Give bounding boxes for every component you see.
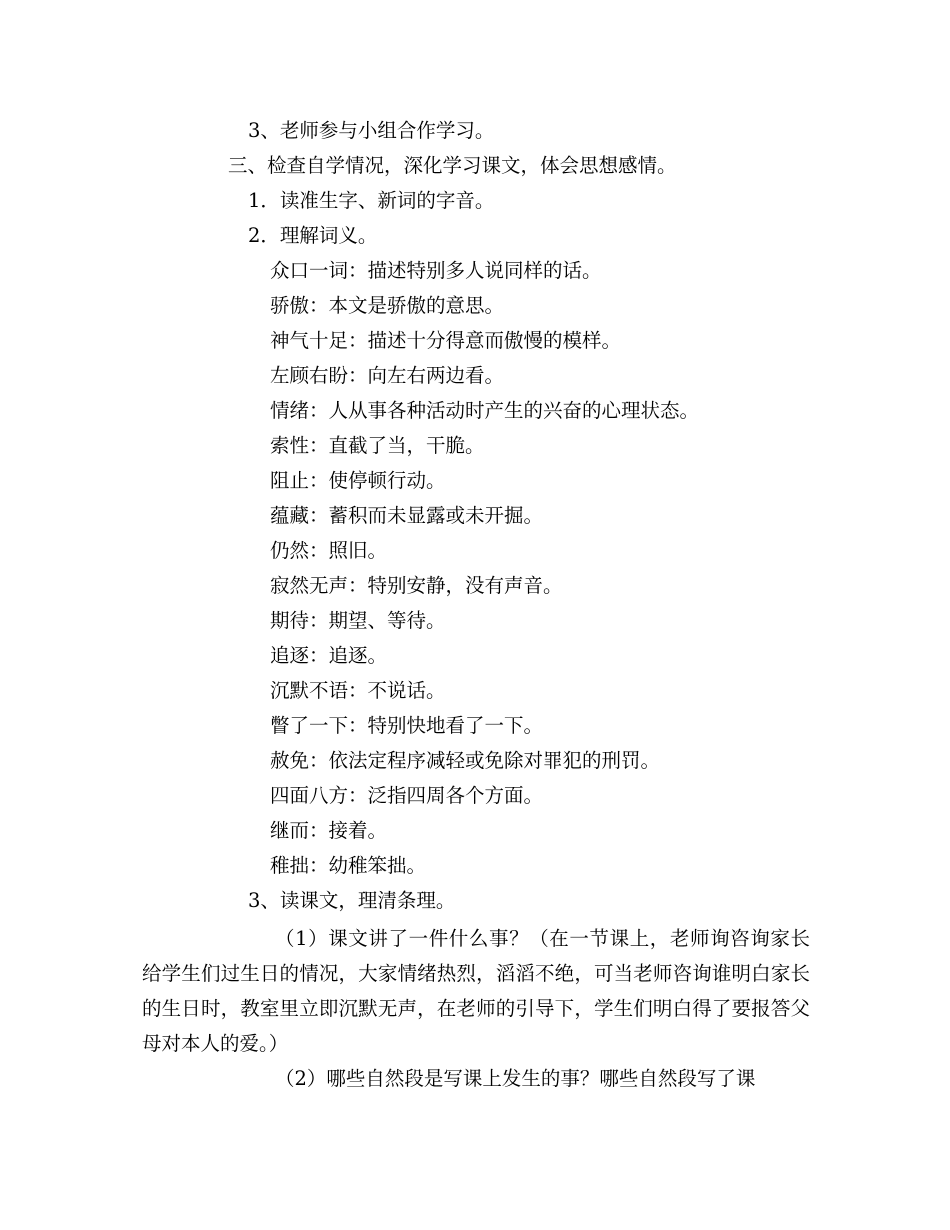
pronunciation-item: 1．读准生字、新词的字音。 xyxy=(248,189,495,212)
section-heading: 三、检查自学情况，深化学习课文，体会思想感情。 xyxy=(228,154,677,177)
glossary-item: 瞥了一下：特别快地看了一下。 xyxy=(270,714,544,737)
question-2-paragraph: （2）哪些自然段是写课上发生的事？哪些自然段写了课 xyxy=(275,1067,756,1090)
glossary-item: 左顾右盼：向左右两边看。 xyxy=(270,364,505,387)
question-1-paragraph: （1）课文讲了一件什么事？（在一节课上，老师询咨询家长给学生们过生日的情况，大家情绪热烈，滔滔不绝，可当老师咨询谁明白家长的生日时，教室里立即沉默无声，在老师的引导下，学生们明白得了要报答父母对本人的爱。） xyxy=(142,927,810,1055)
glossary-item: 追逐：追逐。 xyxy=(270,644,388,667)
glossary-item: 赦免：依法定程序减轻或免除对罪犯的刑罚。 xyxy=(270,749,661,772)
glossary-item: 沉默不语：不说话。 xyxy=(270,679,446,702)
glossary-item: 期待：期望、等待。 xyxy=(270,609,446,632)
vocabulary-heading: 2．理解词义。 xyxy=(248,224,378,247)
teacher-participation-line: 3、老师参与小组合作学习。 xyxy=(248,119,495,142)
glossary-item: 阻止：使停顿行动。 xyxy=(270,469,446,492)
glossary-item: 稚拙：幼稚笨拙。 xyxy=(270,854,427,877)
glossary-item: 索性：直截了当，干脆。 xyxy=(270,434,485,457)
glossary-item: 众口一词：描述特别多人说同样的话。 xyxy=(270,259,602,282)
glossary-item: 神气十足：描述十分得意而傲慢的模样。 xyxy=(270,329,622,352)
glossary-item: 仍然：照旧。 xyxy=(270,539,388,562)
glossary-item: 情绪：人从事各种活动时产生的兴奋的心理状态。 xyxy=(270,399,700,422)
glossary-item: 骄傲：本文是骄傲的意思。 xyxy=(270,294,505,317)
structure-heading: 3、读课文，理清条理。 xyxy=(248,889,456,912)
glossary-item: 继而：接着。 xyxy=(270,819,388,842)
glossary-item: 寂然无声：特别安静，没有声音。 xyxy=(270,574,563,597)
glossary-item: 四面八方：泛指四周各个方面。 xyxy=(270,784,544,807)
glossary-item: 蕴藏：蓄积而未显露或未开掘。 xyxy=(270,504,544,527)
